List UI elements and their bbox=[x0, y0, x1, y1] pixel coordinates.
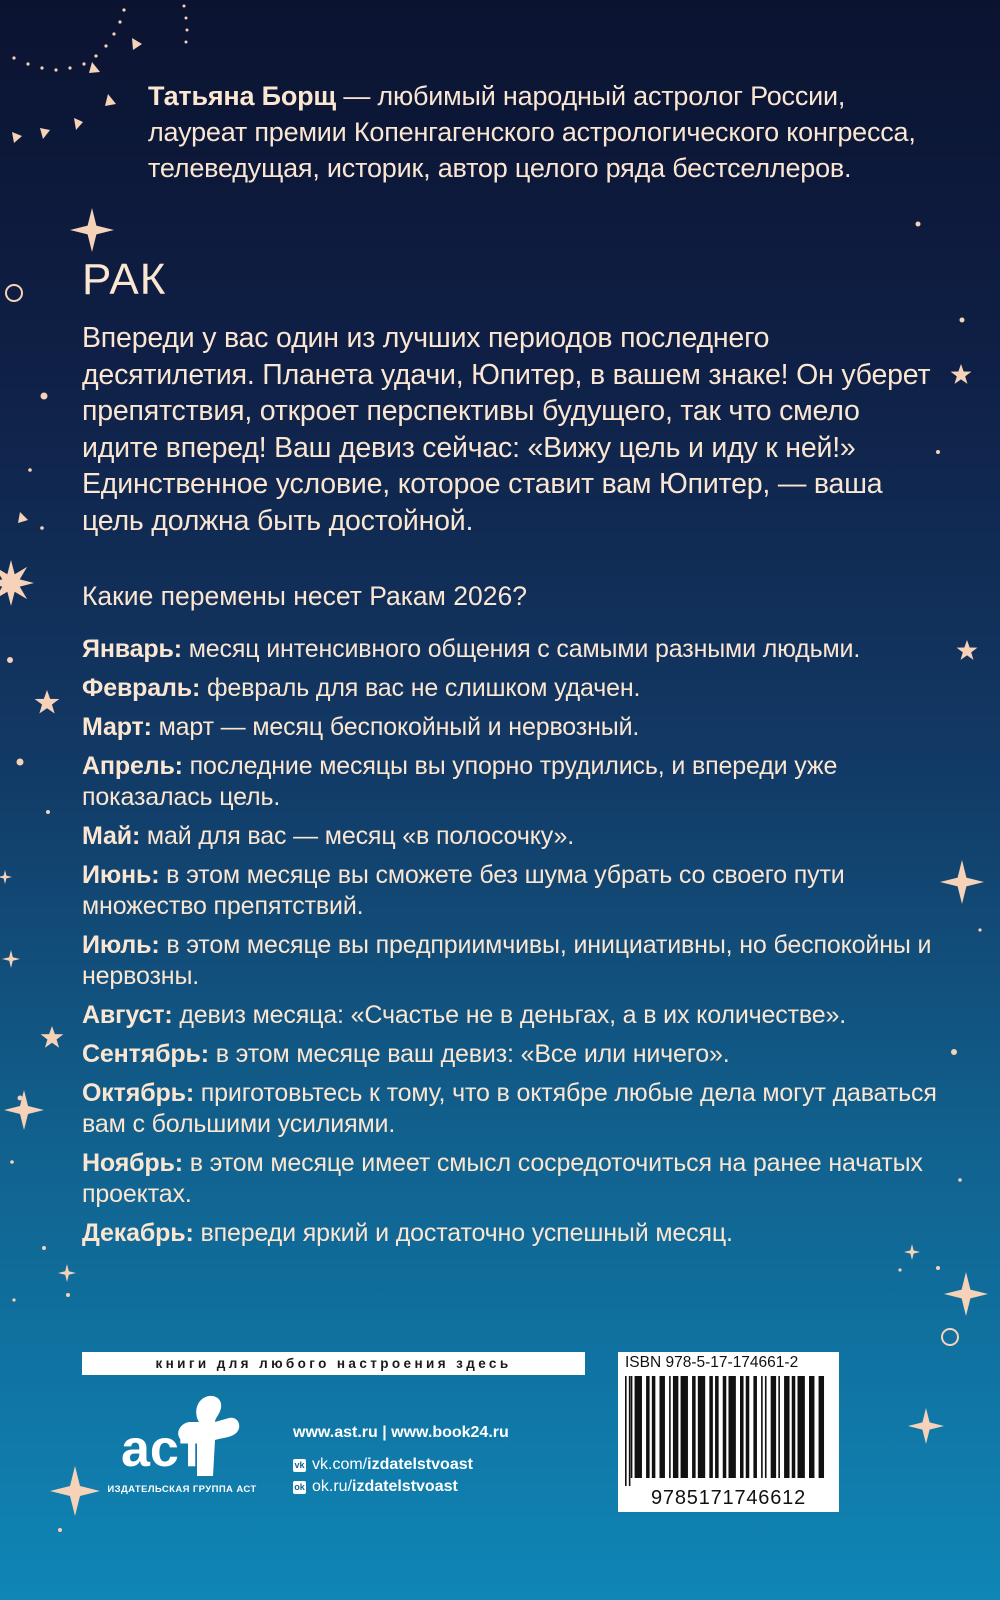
vk-prefix: vk.com/ bbox=[312, 1456, 368, 1473]
barcode-bar bbox=[765, 1376, 767, 1478]
month-text: май для вас — месяц «в полосочку». bbox=[140, 822, 574, 850]
barcode-digits: 9785171746612 bbox=[651, 1487, 806, 1509]
month-label: Ноябрь: bbox=[82, 1149, 183, 1177]
isbn-barcode bbox=[618, 1352, 839, 1512]
author-bio bbox=[148, 78, 948, 186]
barcode-bar bbox=[652, 1376, 656, 1478]
month-label: Апрель: bbox=[82, 752, 183, 780]
publisher-logo bbox=[92, 1392, 272, 1508]
month-row-october bbox=[82, 1078, 942, 1140]
ok-icon: ok bbox=[294, 1481, 305, 1492]
barcode-bar bbox=[681, 1376, 688, 1478]
barcode-bar bbox=[819, 1376, 824, 1478]
barcode-bar bbox=[631, 1376, 633, 1478]
month-label: Январь: bbox=[82, 635, 182, 663]
barcode-bar bbox=[625, 1376, 627, 1486]
barcode-bar bbox=[669, 1376, 671, 1478]
month-label: Март: bbox=[82, 713, 152, 741]
barcode-bar bbox=[740, 1376, 744, 1478]
tagline-banner: книги для любого настроения здесь bbox=[82, 1352, 585, 1375]
barcode-bar bbox=[798, 1376, 805, 1478]
barcode-bar bbox=[792, 1376, 796, 1478]
author-description: — любимый народный астролог России, лауреат премии Копенгагенского астрологического конгресса, телеведущая, историк, автор целого ряда бестселлеров. bbox=[148, 81, 916, 183]
barcode-bar bbox=[635, 1376, 642, 1478]
ok-handle: izdatelstvoast bbox=[352, 1478, 458, 1495]
barcode-bar bbox=[709, 1376, 713, 1478]
month-text: приготовьтесь к тому, что в октябре любые дела могут даваться вам с большими усилиями. bbox=[82, 1079, 937, 1138]
barcode-bar bbox=[723, 1376, 727, 1478]
month-label: Август: bbox=[82, 1001, 173, 1029]
barcode-bar bbox=[698, 1376, 705, 1478]
month-text: в этом месяце вы предприимчивы, инициативны, но беспокойны и нервозны. bbox=[82, 931, 932, 990]
month-row-may bbox=[82, 821, 942, 852]
month-text: месяц интенсивного общения с самыми разными людьми. bbox=[181, 635, 861, 663]
month-text: февраль для вас не слишком удачен. bbox=[200, 674, 641, 702]
month-label: Июль: bbox=[82, 931, 160, 959]
barcode-bar bbox=[778, 1376, 780, 1478]
month-row-july bbox=[82, 930, 942, 992]
logo-text: аст bbox=[121, 1420, 205, 1478]
barcode-bar bbox=[629, 1376, 631, 1486]
barcode-icon bbox=[625, 1376, 832, 1486]
ok-link[interactable] bbox=[293, 1476, 509, 1498]
forecast-question: Какие перемены несет Ракам 2026? bbox=[82, 581, 527, 611]
ast-logo-icon bbox=[117, 1392, 247, 1482]
month-label: Февраль: bbox=[82, 674, 201, 702]
isbn-number: ISBN 978-5-17-174661-2 bbox=[625, 1354, 799, 1371]
vk-handle: izdatelstvoast bbox=[367, 1456, 473, 1473]
barcode-bar bbox=[809, 1376, 814, 1478]
month-label: Октябрь: bbox=[82, 1079, 194, 1107]
barcode-bar bbox=[771, 1376, 776, 1478]
barcode-bar bbox=[761, 1376, 763, 1478]
month-label: Июнь: bbox=[82, 861, 160, 889]
month-row-november bbox=[82, 1148, 942, 1210]
barcode-bar bbox=[660, 1376, 665, 1478]
barcode-bar bbox=[729, 1376, 736, 1478]
vk-icon: vk bbox=[294, 1459, 305, 1470]
dotted-arc bbox=[12, 5, 188, 72]
barcode-bar bbox=[753, 1376, 757, 1478]
month-text: март — месяц беспокойный и нервозный. bbox=[151, 713, 640, 741]
website-links[interactable]: www.ast.ru | www.book24.ru bbox=[293, 1424, 509, 1441]
barcode-bar bbox=[784, 1376, 789, 1478]
month-label: Май: bbox=[82, 822, 141, 850]
month-text: впереди яркий и достаточно успешный месяц. bbox=[193, 1219, 733, 1247]
month-text: в этом месяце ваш девиз: «Все или ничего». bbox=[208, 1040, 730, 1068]
month-row-june bbox=[82, 860, 942, 922]
month-text: последние месяцы вы упорно трудились, и впереди уже показалась цель. bbox=[82, 752, 838, 811]
month-text: девиз месяца: «Счастье не в деньгах, а в их количестве». bbox=[172, 1001, 847, 1029]
month-row-march bbox=[82, 712, 942, 743]
barcode-bar bbox=[715, 1376, 719, 1478]
barcode-bar bbox=[692, 1376, 696, 1478]
month-row-september bbox=[82, 1039, 942, 1070]
publisher-links bbox=[293, 1424, 509, 1498]
barcode-bar bbox=[673, 1376, 678, 1478]
ok-prefix: ok.ru/ bbox=[312, 1478, 353, 1495]
month-text: в этом месяце вы сможете без шума убрать со своего пути множество препятствий. bbox=[82, 861, 845, 920]
sign-intro: Впереди у вас один из лучших периодов последнего десятилетия. Планета удачи, Юпитер, в вашем знаке! Он уберет препятствия, откроет перспективы будущего, так что смело идите вперед! Ваш девиз сейчас: «Вижу цель и иду к ней!» Единственное условие, которое ставит вам Юпитер, — ваша цель должна быть достойной. bbox=[82, 322, 931, 537]
month-label: Декабрь: bbox=[82, 1219, 194, 1247]
monthly-forecast bbox=[82, 634, 942, 1257]
month-row-february bbox=[82, 673, 942, 704]
month-text: в этом месяце имеет смысл сосредоточиться на ранее начатых проектах. bbox=[82, 1149, 923, 1208]
vk-link[interactable] bbox=[293, 1454, 509, 1476]
month-row-august bbox=[82, 1000, 942, 1031]
publisher-name: ИЗДАТЕЛЬСКАЯ ГРУППА АСТ bbox=[107, 1484, 257, 1495]
month-label: Сентябрь: bbox=[82, 1040, 209, 1068]
month-row-january bbox=[82, 634, 942, 665]
sign-title: РАК bbox=[82, 255, 167, 304]
month-row-april bbox=[82, 751, 942, 813]
author-name: Татьяна Борщ bbox=[148, 81, 337, 111]
barcode-bar bbox=[646, 1376, 650, 1478]
month-row-december bbox=[82, 1218, 942, 1249]
barcode-bar bbox=[746, 1376, 750, 1478]
